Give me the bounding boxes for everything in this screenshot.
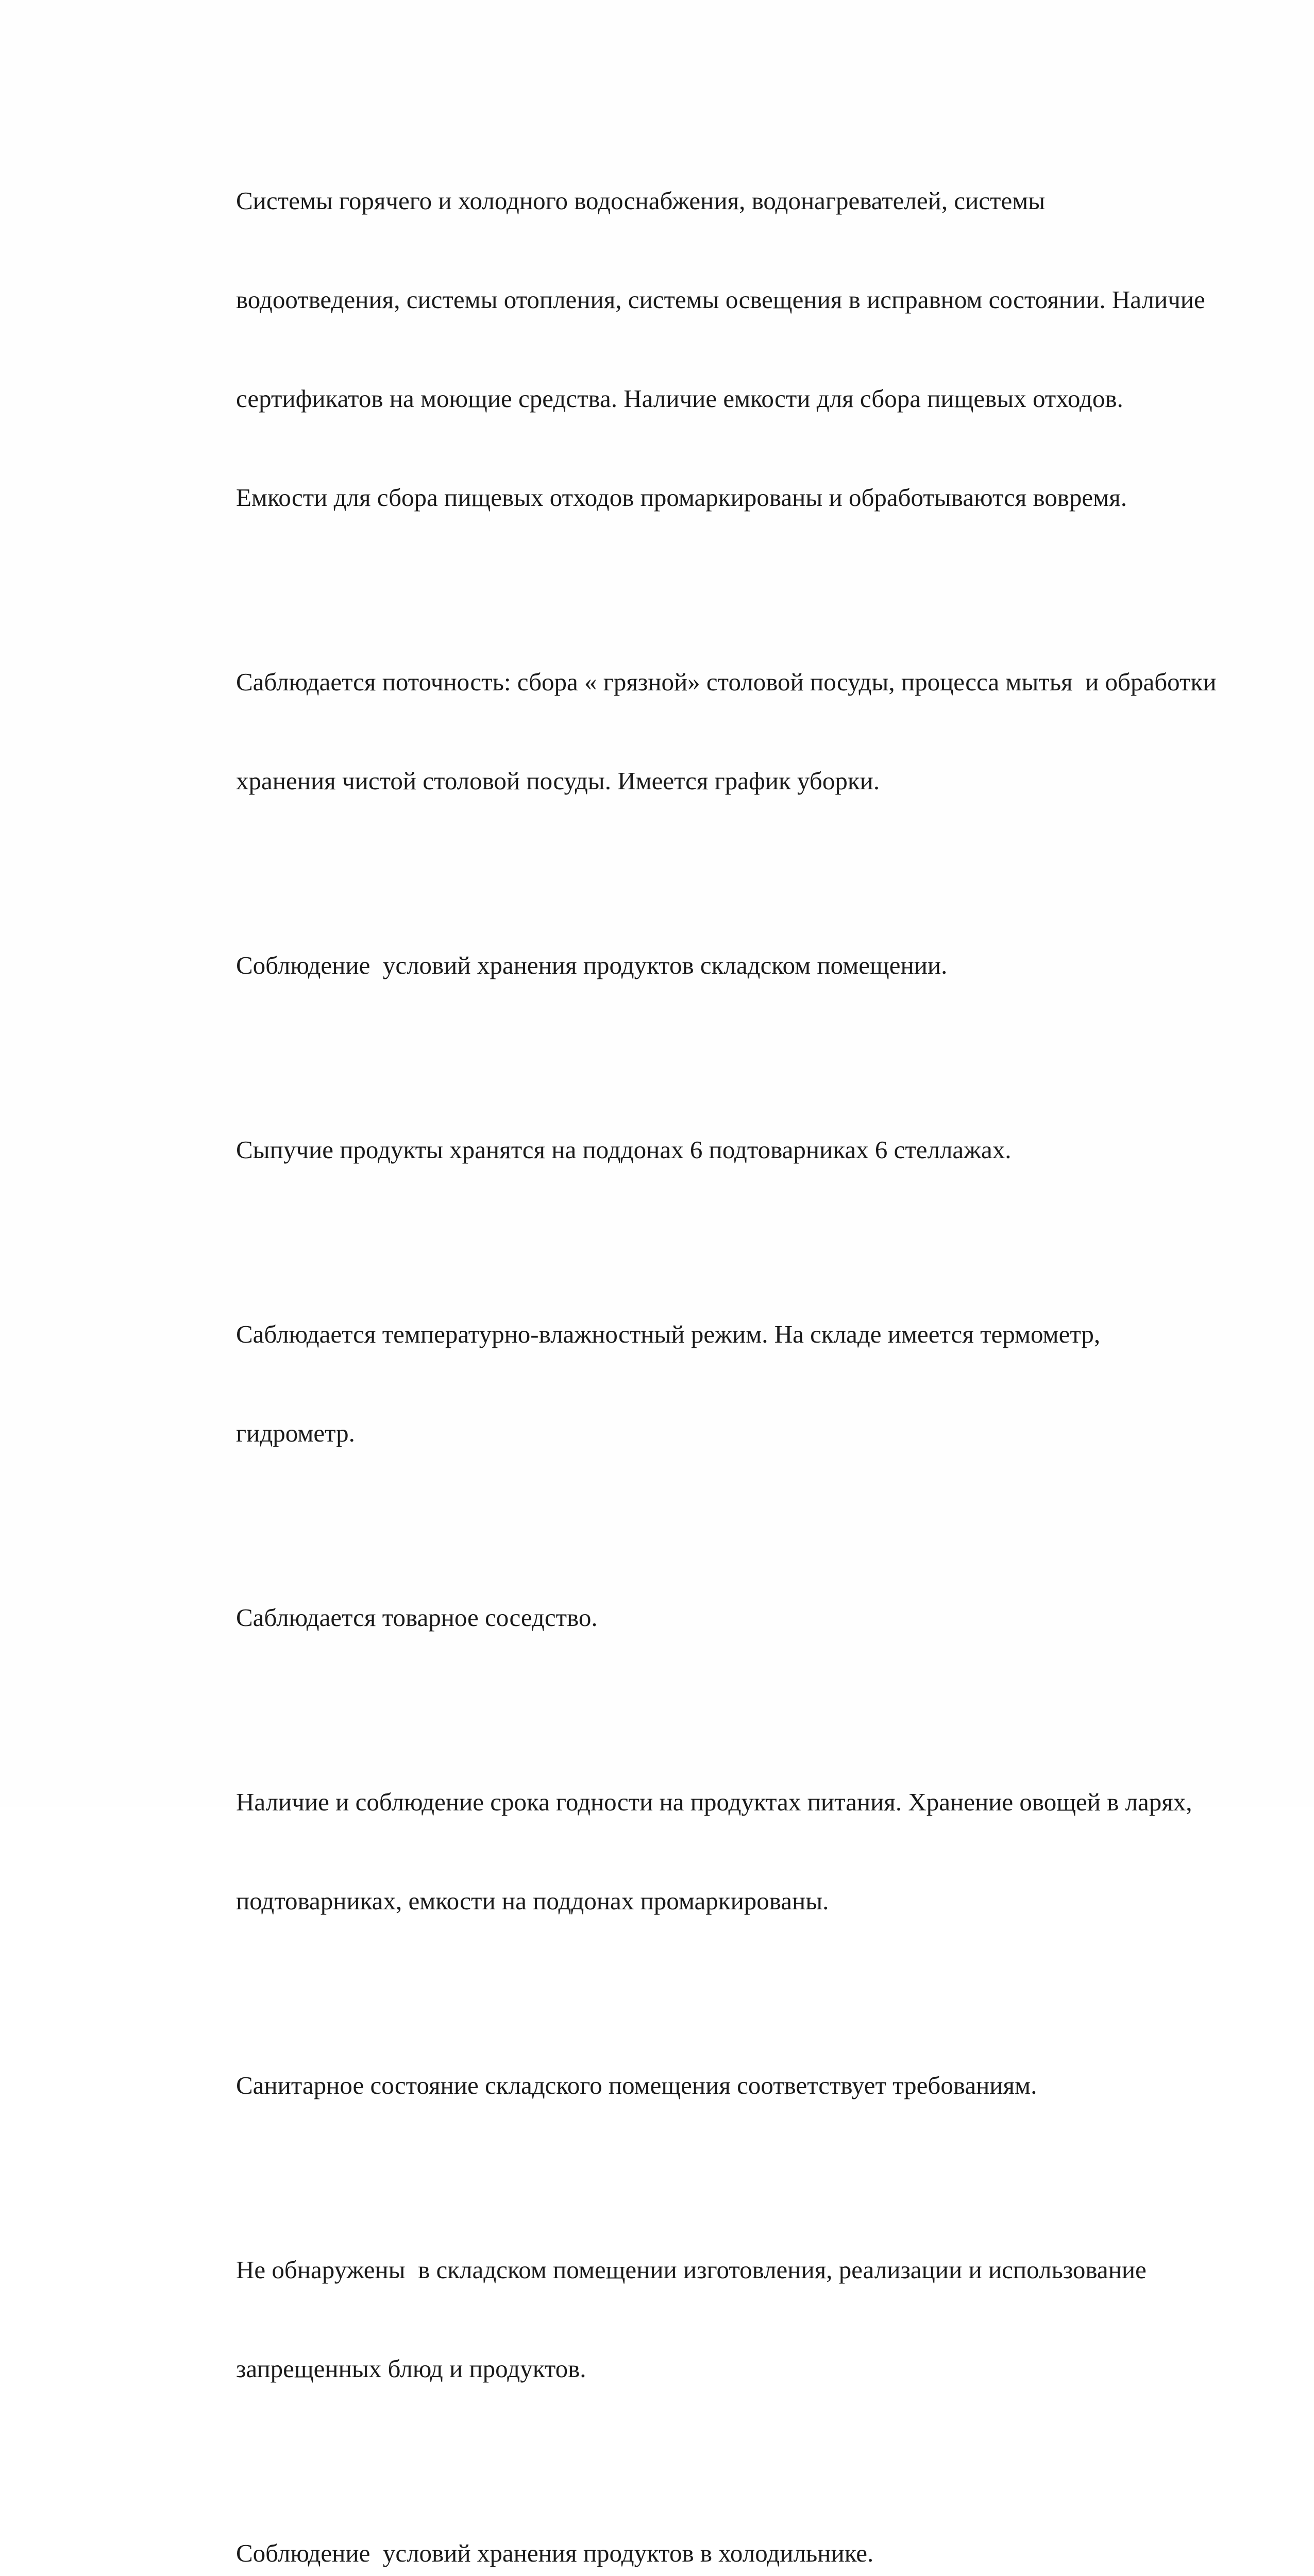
paragraph-line: Саблюдается поточность: сбора « грязной» столовой посуды, процесса мытья и обработки bbox=[236, 668, 1217, 696]
paragraph-temperature-humidity bbox=[236, 1252, 1261, 1516]
paragraph-bulk-products bbox=[236, 1067, 1261, 1232]
paragraph-line: запрещенных блюд и продуктов. bbox=[236, 2354, 586, 2383]
paragraph-line: Саблюдается товарное соседство. bbox=[236, 1603, 598, 1632]
paragraph-line: подтоварниках, емкости на поддонах промаркированы. bbox=[236, 1887, 829, 1915]
document-body bbox=[236, 118, 1261, 2576]
paragraph-line: Емкости для сбора пищевых отходов промаркированы и обработываются вовремя. bbox=[236, 483, 1127, 512]
paragraph-line: сертификатов на моющие средства. Наличие емкости для сбора пищевых отходов. bbox=[236, 384, 1123, 413]
paragraph-dish-flow bbox=[236, 600, 1261, 863]
paragraph-line: Санитарное состояние складского помещения соответствует требованиям. bbox=[236, 2071, 1037, 2099]
paragraph-water-supply bbox=[236, 118, 1261, 580]
paragraph-fridge-storage bbox=[236, 2471, 1261, 2576]
paragraph-line: Сыпучие продукты хранятся на поддонах 6 подтоварниках 6 стеллажах. bbox=[236, 1136, 1012, 1164]
paragraph-shelf-life bbox=[236, 1720, 1261, 1984]
paragraph-line: водоотведения, системы отопления, системы освещения в исправном состоянии. Наличие bbox=[236, 285, 1205, 314]
paragraph-warehouse-sanitary bbox=[236, 2003, 1261, 2168]
paragraph-line: гидрометр. bbox=[236, 1419, 355, 1447]
paragraph-line: хранения чистой столовой посуды. Имеется график уборки. bbox=[236, 767, 880, 795]
paragraph-line: Системы горячего и холодного водоснабжения, водонагревателей, системы bbox=[236, 187, 1046, 215]
paragraph-commodity-neighborhood bbox=[236, 1535, 1261, 1700]
paragraph-line: Соблюдение условий хранения продуктов складском помещении. bbox=[236, 951, 948, 979]
paragraph-line: Не обнаружены в складском помещении изготовления, реализации и использование bbox=[236, 2256, 1147, 2284]
paragraph-line: Наличие и соблюдение срока годности на продуктах питания. Хранение овощей в ларях, bbox=[236, 1788, 1192, 1816]
paragraph-warehouse-storage bbox=[236, 883, 1261, 1048]
paragraph-line: Соблюдение условий хранения продуктов в холодильнике. bbox=[236, 2539, 874, 2567]
paragraph-line: Саблюдается температурно-влажностный режим. На складе имеется термометр, bbox=[236, 1320, 1101, 1348]
paragraph-warehouse-prohibited bbox=[236, 2188, 1261, 2451]
